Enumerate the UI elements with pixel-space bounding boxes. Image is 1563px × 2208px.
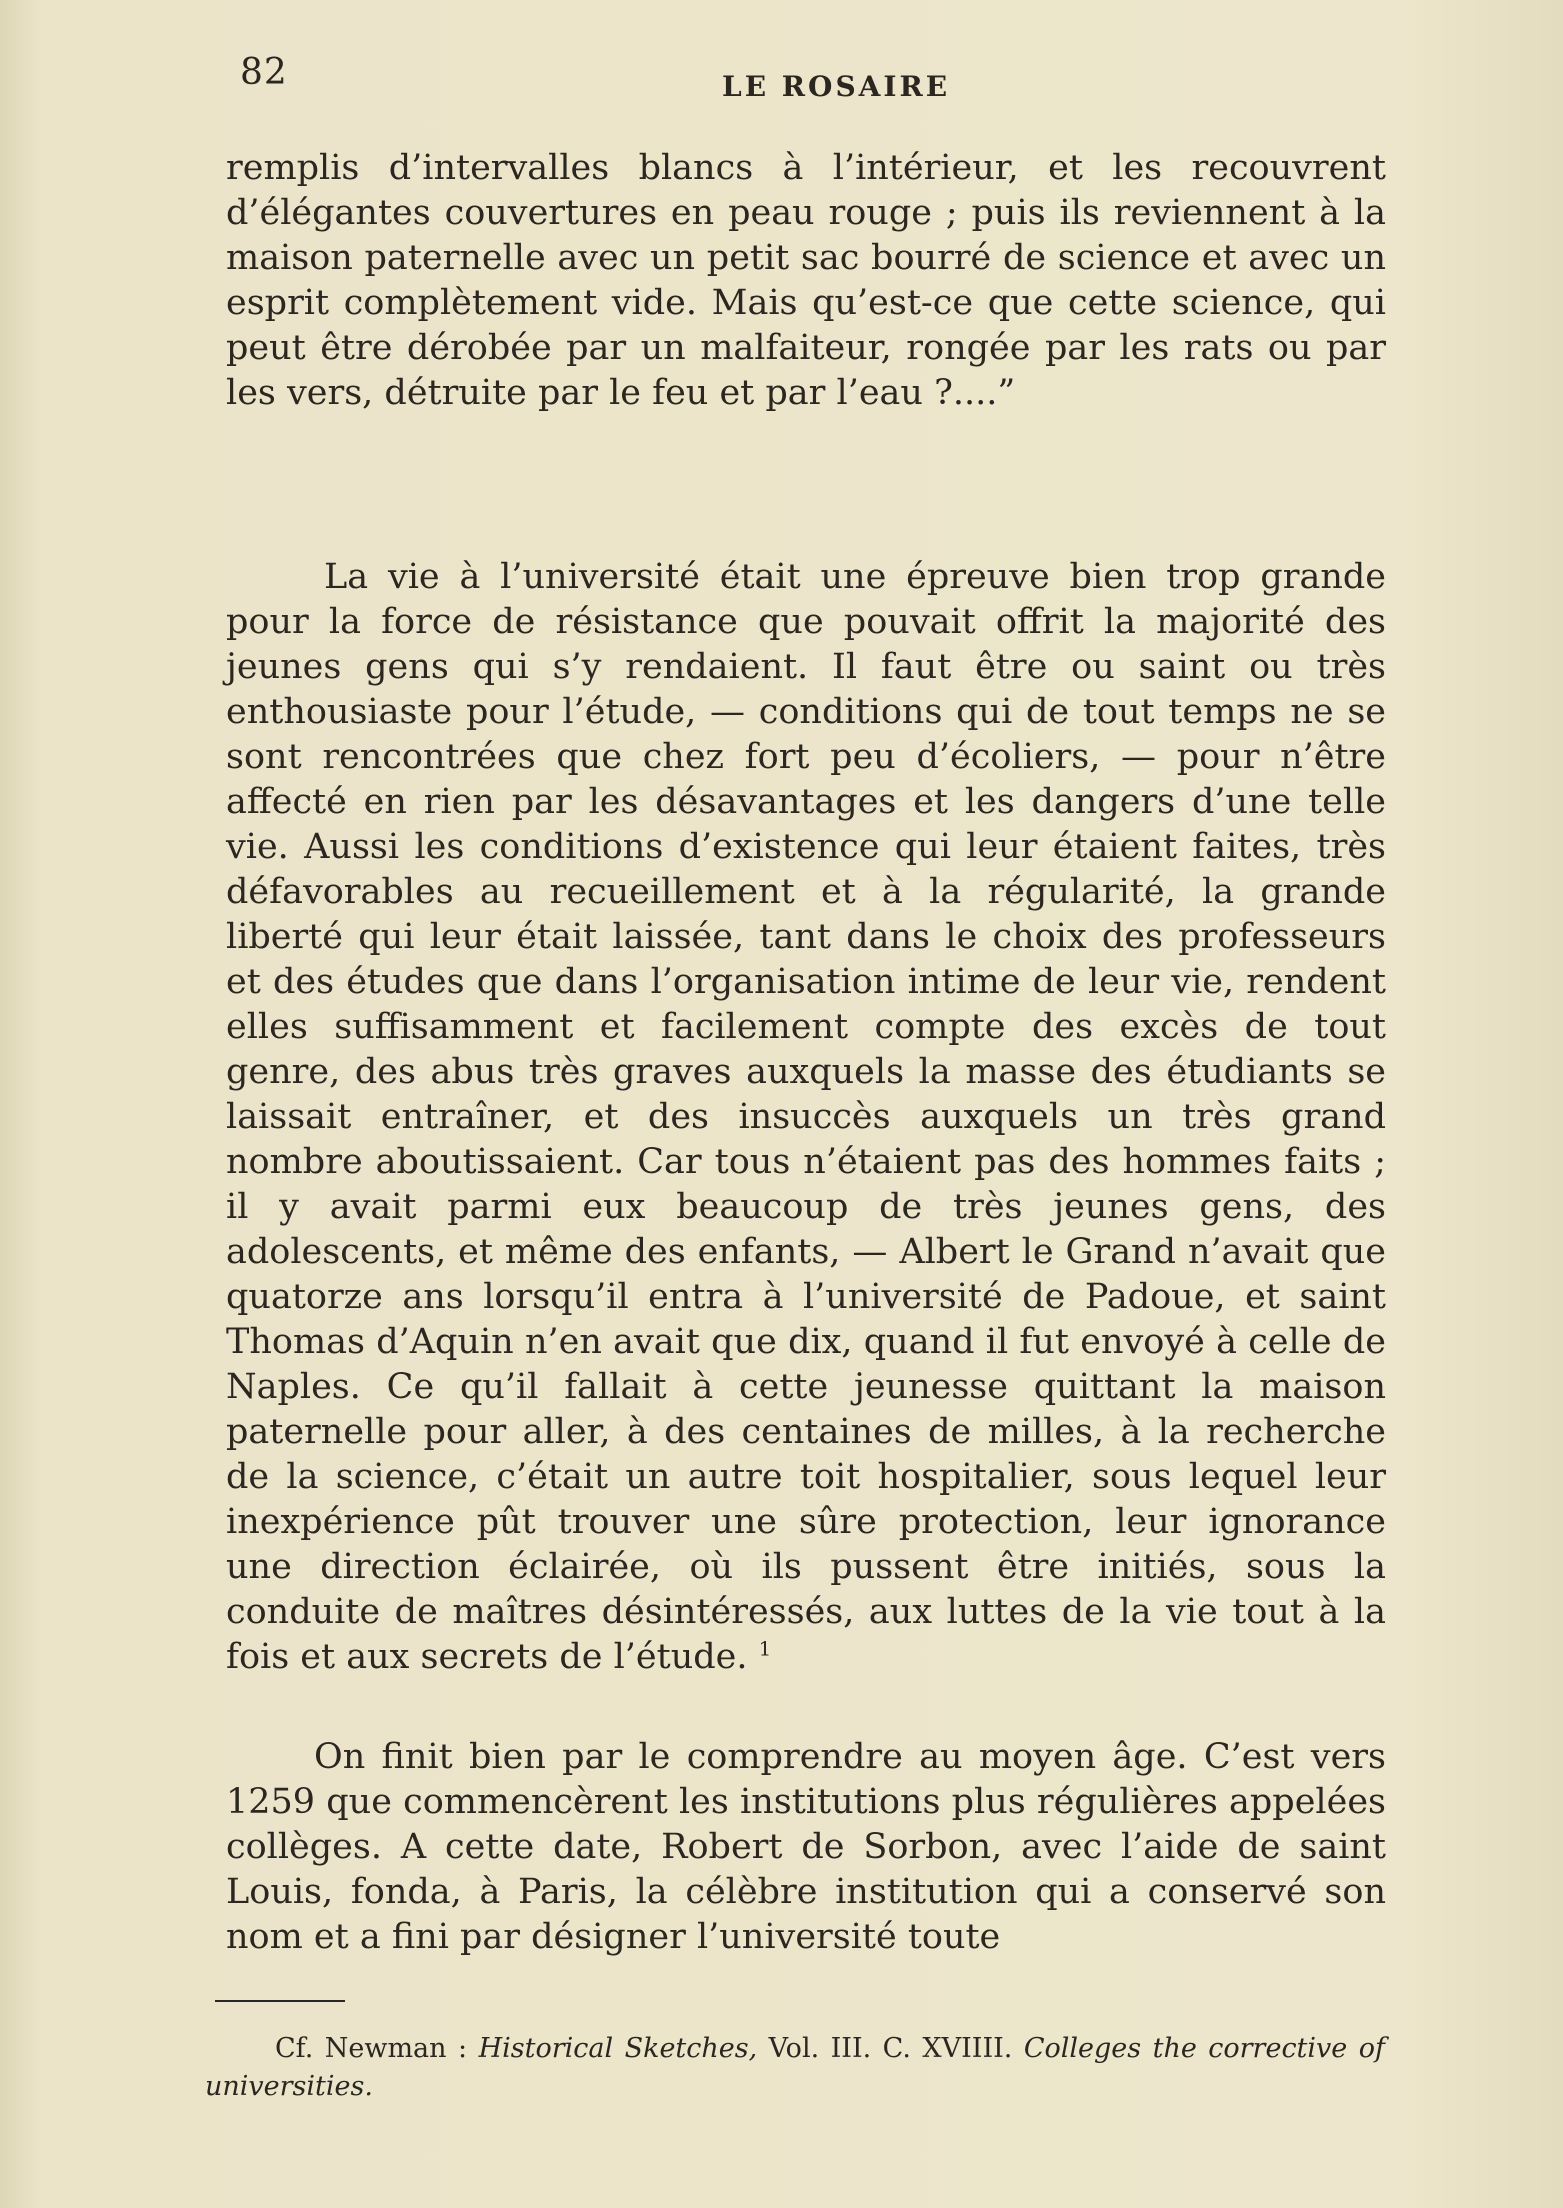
page-number: 82 [240,52,288,93]
paragraph-text: La vie à l’université était une épreuve bien trop grande pour la force de résistance que pouvait offrit la majorité des jeunes gens qui s’y rendaient. Il faut être ou saint ou très enthousiaste pour l’étude, — conditions qui de tout temps ne se sont rencontrées que chez fort peu d’écoliers, — pour n’être affecté en rien par les désavantages et les dangers d’une telle vie. Aussi les conditions d’existence qui leur étaient faites, très défavorables au recueillement et à la régularité, la grande liberté qui leur était laissée, tant dans le choix des professeurs et des études que dans l’organisation intime de leur vie, rendent elles suffisamment et facilement compte des excès de tout genre, des abus très graves auxquels la masse des étudiants se laissait entraîner, et des insuccès auxquels un très grand nombre aboutissaient. Car tous n’étaient pas des hommes faits ; il y avait parmi eux beaucoup de très jeunes gens, des adolescents, et même des enfants, — Albert le Grand n’avait que quatorze ans lorsqu’il entra à l’université de Padoue, et saint Thomas d’Aquin n’en avait que dix, quand il fut envoyé à celle de Naples. Ce qu’il fallait à cette jeunesse quittant la maison paternelle pour aller, à des centaines de milles, à la recherche de la science, c’était un autre toit hospitalier, sous lequel leur inexpérience pût trouver une sûre protection, leur ignorance une direction éclairée, où ils pussent être initiés, sous la conduite de maîtres désintéressés, aux luttes de la vie tout à la fois et aux secrets de l’étude. [226,557,1386,1677]
footnote-reference: Vol. III. C. XVIIII. [757,2033,1024,2064]
footnote-marker: 1 [758,1636,772,1661]
footnote-title: Historical Sketches, [478,2033,758,2064]
running-title: LE ROSAIRE [722,70,951,103]
paragraph-university-life [226,555,1386,1680]
paragraph-text: On finit bien par le comprendre au moyen âge. C’est vers 1259 que commencèrent les institutions plus régulières appelées collèges. A cette date, Robert de Sorbon, avec l’aide de saint Louis, fonda, à Paris, la célèbre institution qui a conservé son nom et a fini par désigner l’université toute [226,1737,1386,1957]
paragraph-continued [226,146,1386,416]
footnote-rule [215,2000,345,2002]
footnote-prefix: Cf. Newman : [275,2033,479,2064]
paragraph-colleges [226,1735,1386,1960]
footnote [205,2030,1385,2106]
paragraph-text: remplis d’intervalles blancs à l’intérieur, et les recouvrent d’élégantes couvertures en peau rouge ; puis ils reviennent à la maison paternelle avec un petit sac bourré de science et avec un esprit complètement vide. Mais qu’est-ce que cette science, qui peut être dérobée par un malfaiteur, rongée par les rats ou par les vers, détruite par le feu et par l’eau ?....” [226,148,1386,413]
footnote-chapter: Colleges the corrective of universities. [205,2033,1385,2102]
